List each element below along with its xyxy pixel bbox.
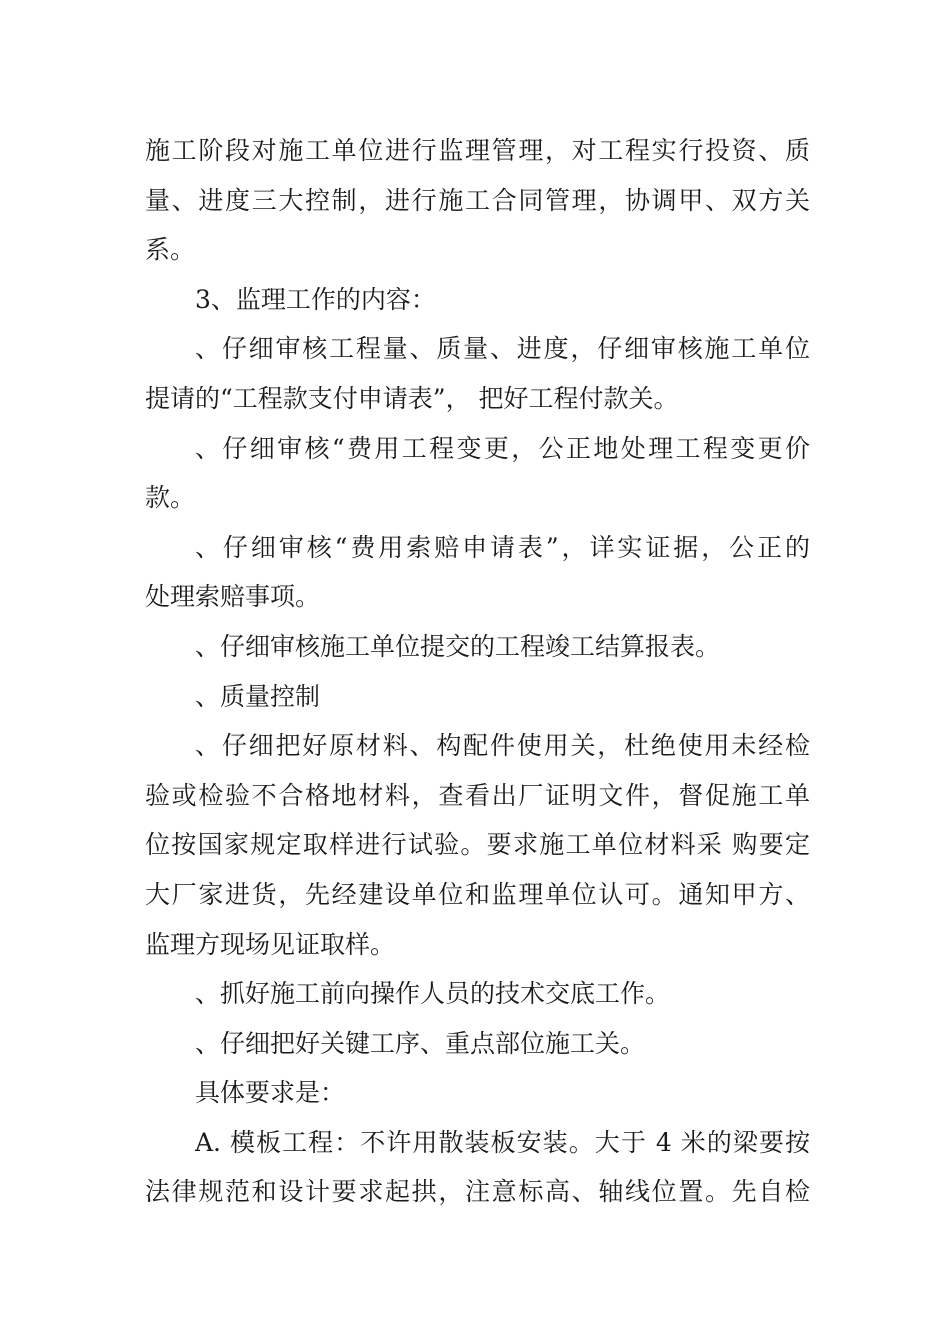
- document-body: [145, 126, 810, 1217]
- text-line-15: 位按国家规定取样进行试验。要求施工单位材料采 购要定: [145, 830, 810, 860]
- section-heading-specific-requirements: 具体要求是：: [195, 1078, 346, 1108]
- text-line-16: 大厂家进货，先经建设单位和监理单位认可。通知甲方、: [145, 879, 810, 909]
- text-line-6: 提请的“工程款支付申请表”， 把好工程付款关。: [145, 383, 679, 413]
- section-heading-quality-control: 、质量控制: [195, 681, 321, 711]
- text-line-18: 、抓好施工前向操作人员的技术交底工作。: [195, 979, 671, 1009]
- text-line-7: 、仔细审核“费用工程变更，公正地处理工程变更价: [195, 433, 810, 463]
- text-line-10: 处理索赔事项。: [145, 582, 321, 612]
- text-line-17: 监理方现场见证取样。: [145, 929, 396, 959]
- section-heading-monitoring-content: 3、监理工作的内容：: [195, 284, 436, 314]
- text-line-5: 、仔细审核工程量、质量、进度，仔细审核施工单位: [195, 334, 810, 364]
- text-line-21: A. 模板工程：不许用散装板安装。大于 4 米的梁要按: [195, 1127, 810, 1157]
- text-line-22: 法律规范和设计要求起拱，注意标高、轴线位置。先自检: [145, 1177, 810, 1207]
- text-line-8: 款。: [145, 483, 196, 513]
- text-line-19: 、仔细把好关键工序、重点部位施工关。: [195, 1028, 646, 1058]
- text-line-1: 施工阶段对施工单位进行监理管理，对工程实行投资、质: [145, 136, 810, 165]
- text-line-14: 验或检验不合格地材料，查看出厂证明文件，督促施工单: [145, 780, 810, 810]
- text-line-11: 、仔细审核施工单位提交的工程竣工结算报表。: [195, 631, 721, 661]
- text-line-3: 系。: [145, 235, 196, 265]
- text-line-2: 量、进度三大控制，进行施工合同管理，协调甲、双方关: [145, 185, 810, 215]
- text-line-13: 、仔细把好原材料、构配件使用关，杜绝使用未经检: [195, 731, 810, 761]
- text-line-9: 、仔细审核“费用索赔申请表”，详实证据，公正的: [195, 532, 810, 562]
